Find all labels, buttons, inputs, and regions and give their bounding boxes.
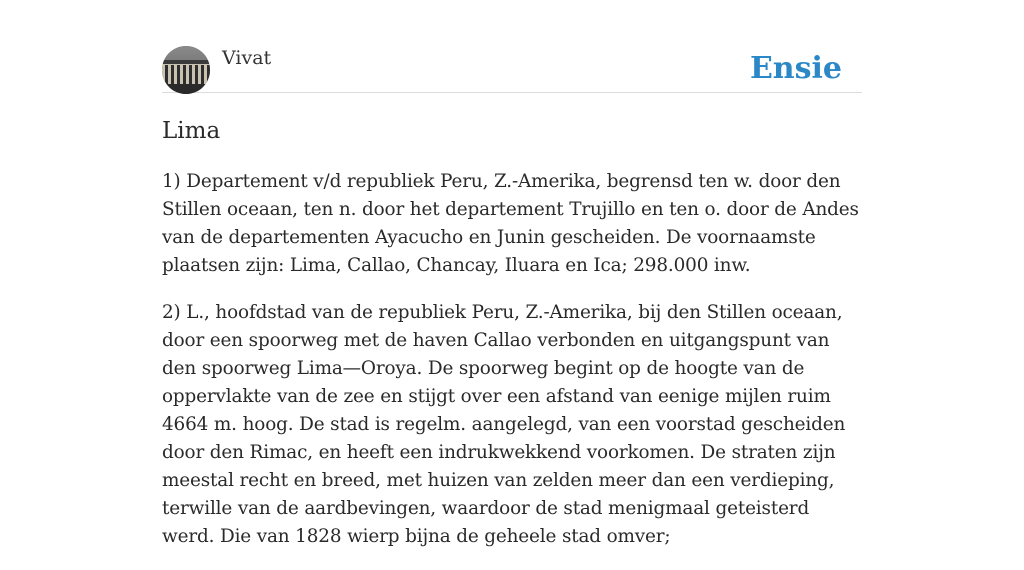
author-avatar[interactable] — [162, 46, 210, 94]
entry-title: Lima — [162, 118, 221, 144]
definition-paragraph: 2) L., hoofdstad van de republiek Peru, Z.-Amerika, bij den Stillen oceaan, door een spoorweg met de haven Callao verbonden en uitgangspunt van den spoorweg Lima—Oroya. De spoorweg begint op de hoogte van de oppervlakte van de zee en stijgt over een afstand van eenige mijlen ruim 4664 m. hoog. De stad is regelm. aangelegd, van een voorstad gescheiden door den Rimac, en heeft een indrukwekkend voorkomen. De straten zijn meestal recht en breed, met huizen van zelden meer dan een verdieping, terwille van de aardbevingen, waardoor de stad menigmaal geteisterd werd. Die van 1828 wierp bijna de geheele stad omver; — [162, 302, 846, 547]
author-name[interactable]: Vivat — [222, 47, 272, 69]
entry-body — [162, 168, 862, 570]
ensie-logo[interactable]: Ensie — [749, 51, 842, 86]
library-building-icon — [162, 46, 210, 94]
entry-header — [162, 46, 862, 93]
definition-paragraph: 1) Departement v/d republiek Peru, Z.-Amerika, begrensd ten w. door den Stillen oceaan, ten n. door het departement Trujillo en ten o. door de Andes van de departementen Ayacucho en Junin gescheiden. De voornaamste plaatsen zijn: Lima, Callao, Chancay, Iluara en Ica; 298.000 inw. — [162, 171, 859, 276]
